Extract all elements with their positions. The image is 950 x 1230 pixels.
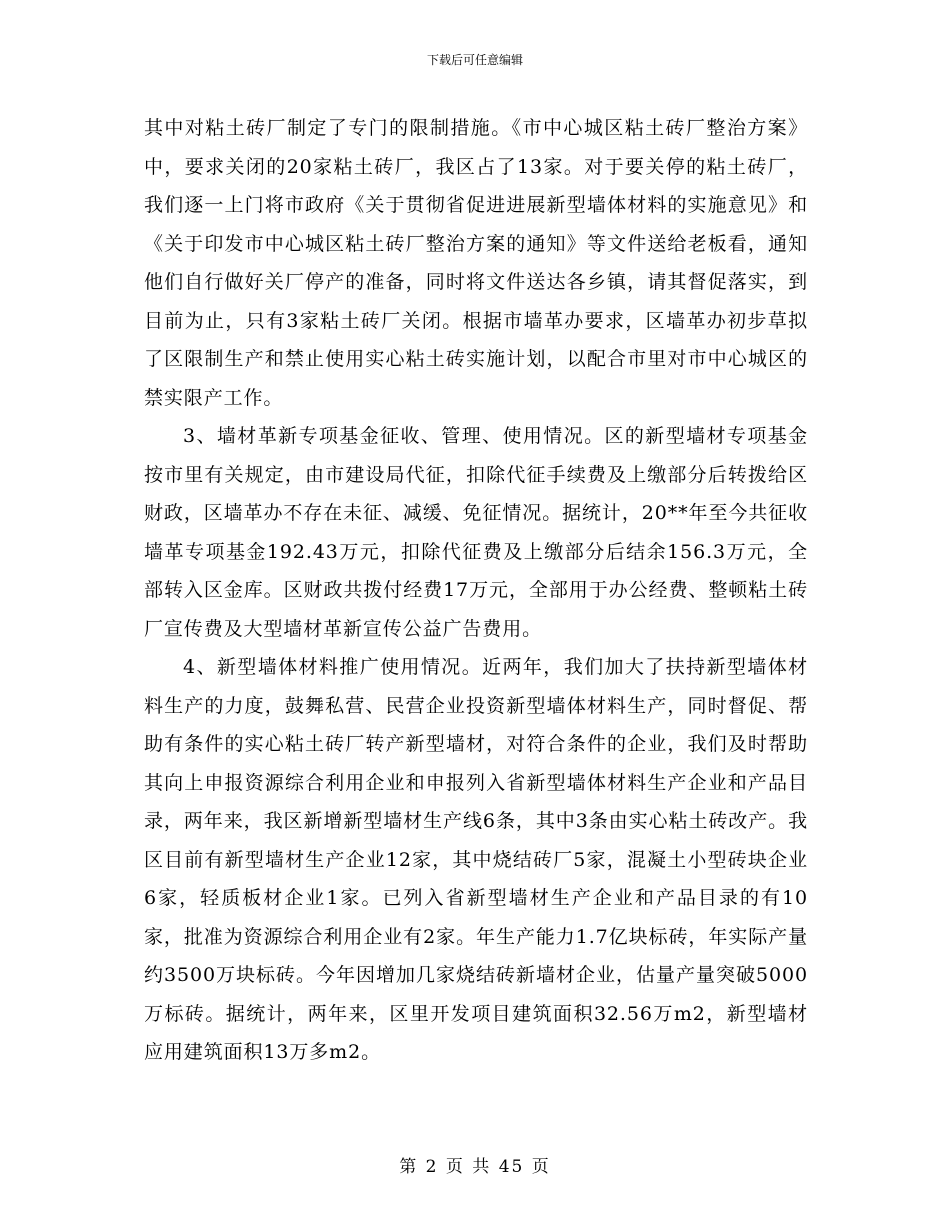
document-body	[144, 109, 808, 1072]
page-footer: 第 2 页 共 45 页	[399, 1157, 551, 1177]
paragraph-2: 3、墙材革新专项基金征收、管理、使用情况。区的新型墙材专项基金按市里有关规定，由市建设局代征，扣除代征手续费及上缴部分后转拨给区财政，区墙革办不存在未征、减缓、免征情况。据统计，20**年至今共征收墙革专项基金192.43万元，扣除代征费及上缴部分后结余156.3万元，全部转入区金库。区财政共拨付经费17万元，全部用于办公经费、整顿粘土砖厂宣传费及大型墙材革新宣传公益广告费用。	[144, 425, 808, 640]
paragraph-3: 4、新型墙体材料推广使用情况。近两年，我们加大了扶持新型墙体材料生产的力度，鼓舞私营、民营企业投资新型墙体材料生产，同时督促、帮助有条件的实心粘土砖厂转产新型墙材，对符合条件的企业，我们及时帮助其向上申报资源综合利用企业和申报列入省新型墙体材料生产企业和产品目录，两年来，我区新增新型墙材生产线6条，其中3条由实心粘土砖改产。我区目前有新型墙材生产企业12家，其中烧结砖厂5家，混凝土小型砖块企业6家，轻质板材企业1家。已列入省新型墙材生产企业和产品目录的有10家，批准为资源综合利用企业有2家。年生产能力1.7亿块标砖，年实际产量约3500万块标砖。今年因增加几家烧结砖新墙材企业，估量产量突破5000万标砖。据统计，两年来，区里开发项目建筑面积32.56万m2，新型墙材应用建筑面积13万多m2。	[144, 656, 808, 1063]
paragraph-1: 其中对粘土砖厂制定了专门的限制措施。《市中心城区粘土砖厂整治方案》中，要求关闭的20家粘土砖厂，我区占了13家。对于要关停的粘土砖厂，我们逐一上门将市政府《关于贯彻省促进进展新型墙体材料的实施意见》和《关于印发市中心城区粘土砖厂整治方案的通知》等文件送给老板看，通知他们自行做好关厂停产的准备，同时将文件送达各乡镇，请其督促落实，到目前为止，只有3家粘土砖厂关闭。根据市墙革办要求，区墙革办初步草拟了区限制生产和禁止使用实心粘土砖实施计划，以配合市里对市中心城区的禁实限产工作。	[144, 117, 808, 409]
page-header: 下载后可任意编辑	[426, 53, 523, 67]
